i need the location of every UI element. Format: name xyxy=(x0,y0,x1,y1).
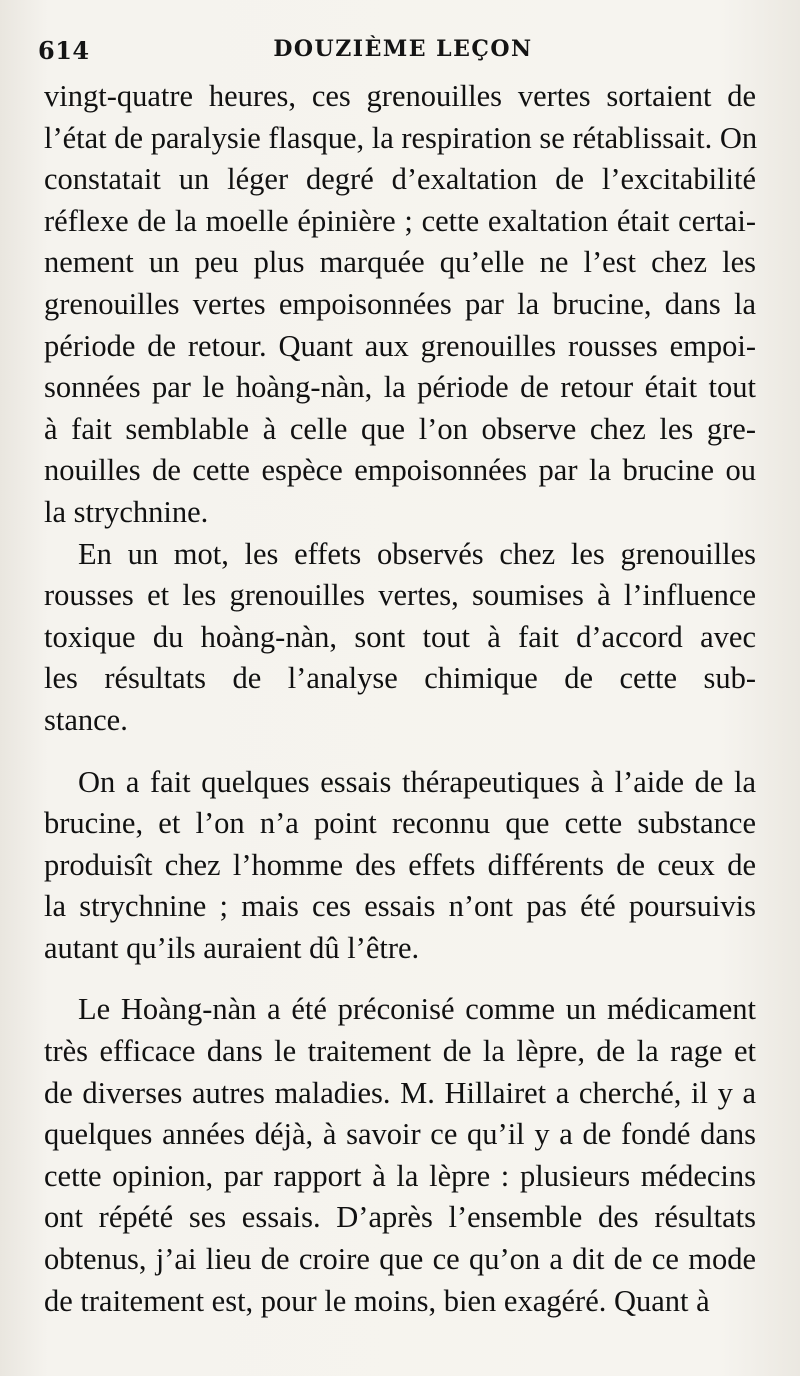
text-line: nouilles de cette espèce empoisonnées par la brucine ou xyxy=(44,453,756,488)
text-line: produisît chez l’homme des effets différents de ceux de xyxy=(44,847,756,882)
text-line: ont répété ses essais. D’après l’ensemble des résultats xyxy=(44,1200,756,1235)
body-text xyxy=(44,76,756,1322)
text-line: de diverses autres maladies. M. Hillairet a cherché, il y a xyxy=(44,1075,756,1110)
text-line: grenouilles vertes empoisonnées par la brucine, dans la xyxy=(44,286,756,321)
text-line: brucine, et l’on n’a point reconnu que cette substance xyxy=(44,806,756,841)
text-line: On a fait quelques essais thérapeutiques à l’aide de la xyxy=(78,764,756,799)
text-line: obtenus, j’ai lieu de croire que ce qu’on a dit de ce mode xyxy=(44,1242,756,1277)
text-line: stance. xyxy=(44,702,128,737)
paragraph xyxy=(44,76,756,534)
text-line: En un mot, les effets observés chez les grenouilles xyxy=(78,536,756,571)
text-line: de traitement est, pour le moins, bien exagéré. Quant à xyxy=(44,1283,710,1318)
paragraph xyxy=(44,534,756,742)
paragraph-gap xyxy=(44,742,756,762)
text-line: la strychnine. xyxy=(44,494,209,529)
text-line: l’état de paralysie flasque, la respiration se rétablissait. On xyxy=(44,120,758,155)
text-line: très efficace dans le traitement de la lèpre, de la rage et xyxy=(44,1034,756,1069)
text-line: Le Hoàng-nàn a été préconisé comme un médicament xyxy=(78,992,756,1027)
text-line: rousses et les grenouilles vertes, soumises à l’influence xyxy=(44,578,756,613)
paragraph xyxy=(44,989,756,1322)
text-line: constatait un léger degré d’exaltation de l’excitabilité xyxy=(44,162,756,197)
text-line: période de retour. Quant aux grenouilles rousses empoi- xyxy=(44,328,756,363)
text-line: cette opinion, par rapport à la lèpre : plusieurs médecins xyxy=(44,1158,756,1193)
page-header xyxy=(38,30,768,70)
text-line: sonnées par le hoàng-nàn, la période de retour était tout xyxy=(44,370,756,405)
text-line: autant qu’ils auraient dû l’être. xyxy=(44,930,420,965)
paragraph-gap xyxy=(44,969,756,989)
text-line: nement un peu plus marquée qu’elle ne l’est chez les xyxy=(44,245,756,280)
running-head: DOUZIÈME LEÇON xyxy=(273,36,533,62)
paragraph xyxy=(44,762,756,970)
text-line: la strychnine ; mais ces essais n’ont pas été poursuivis xyxy=(44,889,756,924)
text-line: réflexe de la moelle épinière ; cette exaltation était certai- xyxy=(44,203,756,238)
text-line: à fait semblable à celle que l’on observe chez les gre- xyxy=(44,411,756,446)
page-number: 614 xyxy=(38,36,90,65)
text-line: quelques années déjà, à savoir ce qu’il y a de fondé dans xyxy=(44,1117,756,1152)
text-line: les résultats de l’analyse chimique de cette sub- xyxy=(44,661,756,696)
text-line: vingt-quatre heures, ces grenouilles vertes sortaient de xyxy=(44,79,756,113)
text-line: toxique du hoàng-nàn, sont tout à fait d’accord avec xyxy=(44,619,756,654)
